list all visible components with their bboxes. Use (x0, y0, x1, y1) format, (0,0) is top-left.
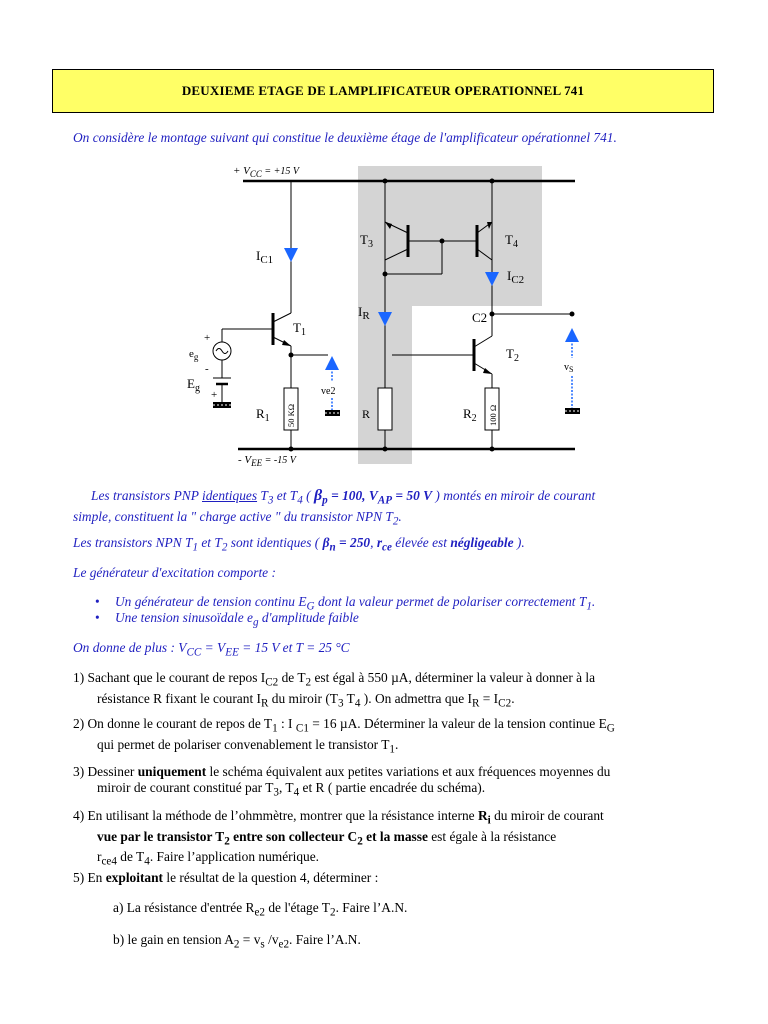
question-5: 5) En exploitant le résultat de la question 4, déterminer : (73, 870, 379, 885)
bullet-1: • Un générateur de tension continu $E_G$ dont la valeur permet de polariser correctement $T_1$. (95, 594, 596, 613)
para-given: On donne de plus : $V_{CC} = V_{EE} = 15$ V et T = 25 °C (73, 640, 350, 659)
para-pnp: Les transistors PNP identiques $T_3$ et $T_4$ ( $\beta_p = 100$, $V_{AP} = 50$ V ) montés en miroir de courant simple, constituent la " charge active " du transistor NPN $T_2$. (73, 487, 596, 528)
question-2: 2) On donne le courant de repos de $T_1$ : I $_{C1}$ = 16 µA. Déterminer la valeur de la tension continue $E_G$ qui permet de polariser convenablement le transistor $T_1$. (73, 716, 615, 756)
question-4: 4) En utilisant la méthode de l’ohmmètre, montrer que la résistance interne $R_i$ du miroir de courant vue par le transistor $T_2$ entre son collecteur $C_2$ et la masse est égale à la résistance $r_{ce4}$ de $T_4$. Faire l’application numérique. (73, 808, 604, 869)
svg-text:R2: $R_2$ (463, 406, 477, 424)
svg-text:Eg: $E_g$ (187, 376, 200, 394)
svg-text:+: + (204, 332, 211, 344)
svg-text:+ VCC = +15 V: + $V_{CC} = +15$ V (233, 165, 300, 179)
svg-text:vS: $v_S$ (564, 362, 574, 374)
ic1-arrow (284, 248, 298, 262)
intro-text: On considère le montage suivant qui constitue le deuxième étage de l'amplificateur opérationnel 741. (73, 130, 617, 145)
question-3: 3) Dessiner uniquement le schéma équivalent aux petites variations et aux fréquences moyennes du miroir de courant constitué par $T_3$, $T_4$ et R ( partie encadrée du schéma). (73, 764, 611, 799)
question-5a: a) La résistance d'entrée $R_{e2}$ de l'étage $T_2$. Faire l’A.N. (113, 900, 408, 919)
svg-text:T1: $T_1$ (293, 320, 306, 338)
resistor-r (378, 388, 392, 430)
svg-text:IR: $I_R$ (358, 304, 370, 322)
svg-text:IC1: $I_{C1}$ (256, 248, 274, 266)
circuit-diagram (0, 0, 768, 480)
svg-text:T3: $T_3$ (360, 232, 373, 250)
para-generator: Le générateur d'excitation comporte : (73, 565, 276, 580)
svg-text:- VEE = -15 V: - $V_{EE} = -15$ V (238, 454, 296, 468)
vs-arrow (565, 328, 579, 342)
svg-text:-: - (205, 363, 209, 375)
ve2-arrow (325, 356, 339, 370)
svg-text:eg: $e_g$ (189, 348, 199, 362)
question-5b: b) le gain en tension $A_2 = v_s$ $/v_{e2}$. Faire l’A.N. (113, 932, 361, 951)
svg-text:C2: C2 (472, 310, 488, 325)
svg-text:+: + (211, 389, 218, 401)
para-npn: Les transistors NPN $T_1$ et $T_2$ sont identiques ( $\beta_n = 250$, $r_{ce}$ élevée est négligeable ). (73, 535, 525, 554)
svg-text:50 KΩ: 50 KΩ (286, 403, 296, 427)
svg-text:R1: $R_1$ (256, 406, 270, 424)
page-title: DEUXIEME ETAGE DE LAMPLIFICATEUR OPERATIONNEL 741 (181, 83, 585, 98)
bullet-2: • Une tension sinusoïdale $e_g$ d'amplitude faible (95, 610, 359, 629)
svg-text:R: R (362, 407, 371, 421)
svg-text:IC2: $I_{C2}$ (507, 268, 525, 286)
svg-text:T4: $T_4$ (505, 232, 518, 250)
question-1: 1) Sachant que le courant de repos $I_{C2}$ de $T_2$ est égal à 550 µA, déterminer la valeur à donner à la résistance R fixant le courant $I_R$ du miroir ($T_3$ $T_4$ ). On admettra que $I_R = I_{C2}$. (73, 670, 596, 710)
svg-text:100 Ω: 100 Ω (488, 404, 498, 426)
svg-text:T2: $T_2$ (506, 346, 519, 364)
svg-text:ve2: ve2 (321, 386, 336, 397)
